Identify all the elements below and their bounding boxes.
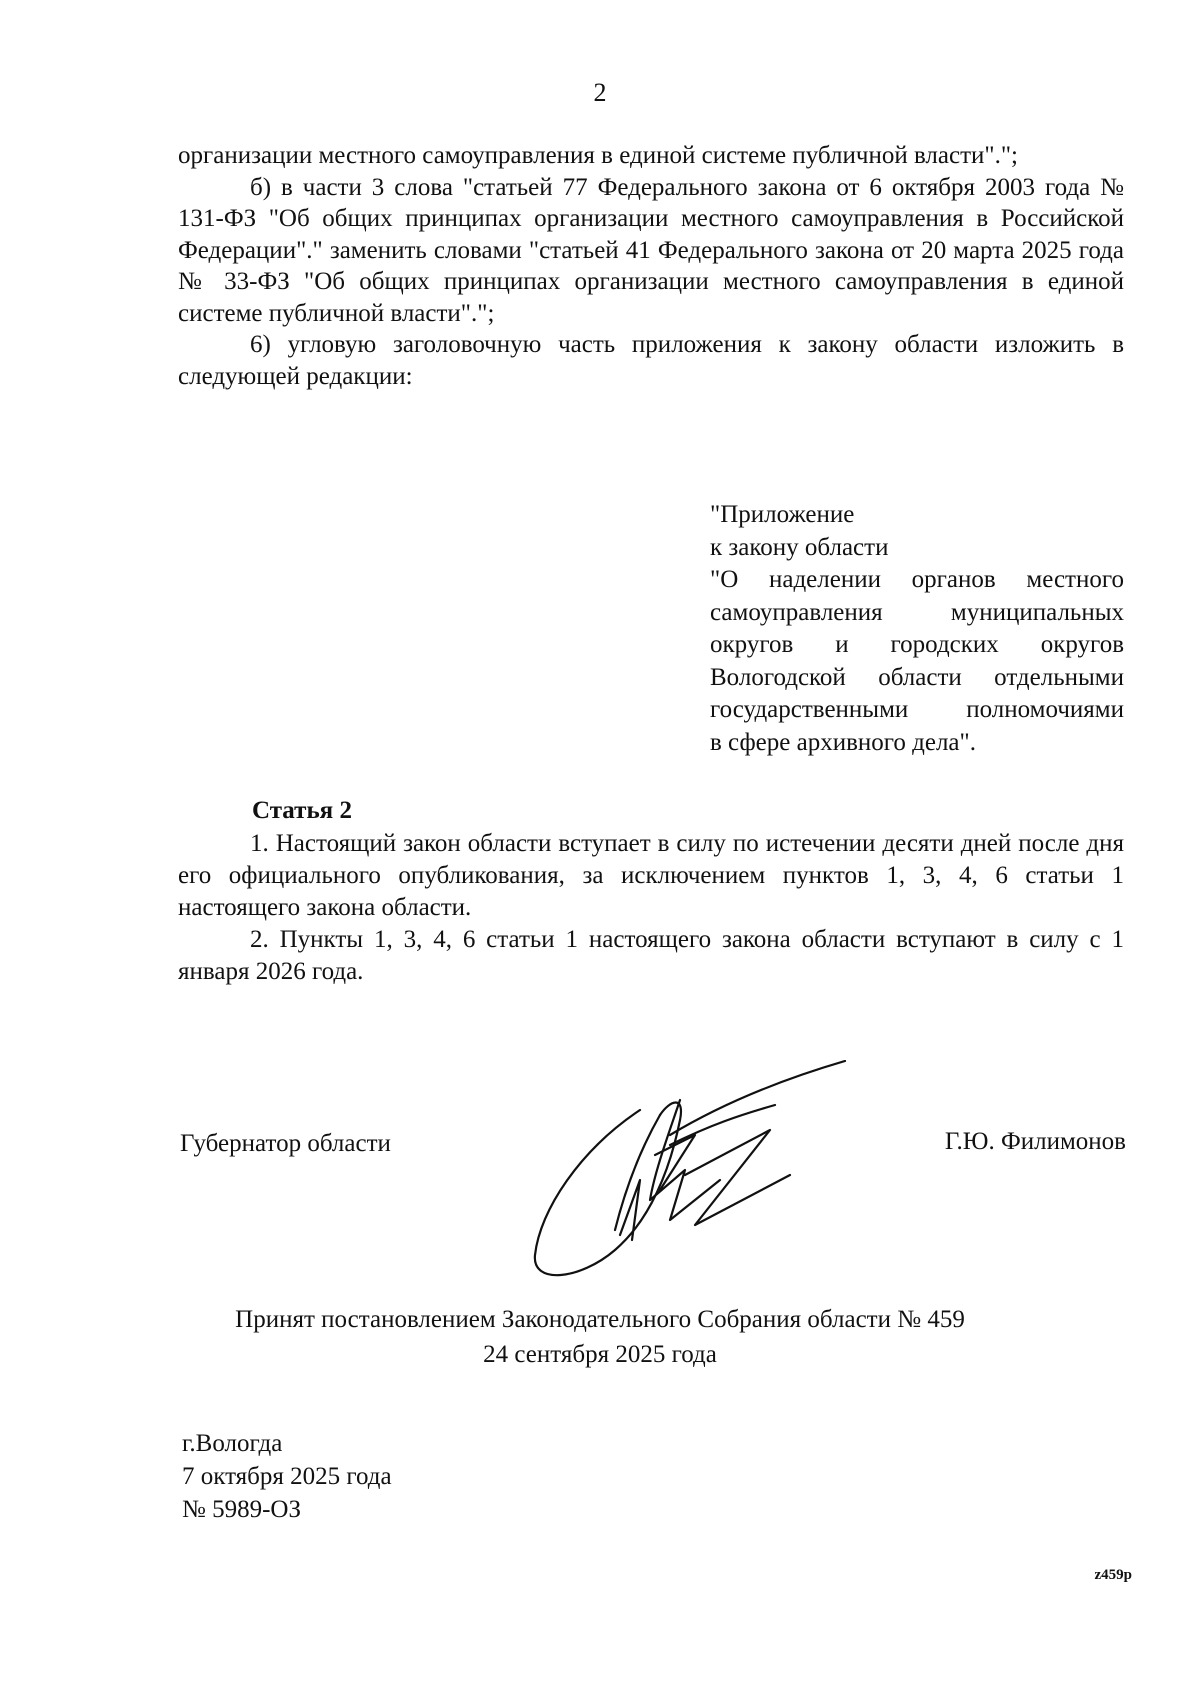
article-2-paragraph-2: 2. Пункты 1, 3, 4, 6 статьи 1 настоящего закона области вступают в силу с 1 января 2026 года. <box>178 926 1124 985</box>
adoption-note <box>0 1302 1200 1372</box>
document-code: z459p <box>1094 1567 1132 1583</box>
handwritten-signature <box>520 1060 860 1290</box>
appendix-line: государственными полномочиями <box>710 696 1124 723</box>
appendix-line: в сфере архивного дела". <box>710 728 976 756</box>
continuation-paragraph: организации местного самоуправления в единой системе публичной власти"."; <box>178 142 1019 169</box>
page-number: 2 <box>593 78 607 107</box>
place-date-number <box>182 1427 392 1526</box>
appendix-line: округов и городских округов <box>710 631 1124 658</box>
city: г.Вологда <box>182 1430 283 1457</box>
signatory-position: Губернатор области <box>180 1130 391 1157</box>
amendment-6-paragraph: 6) угловую заголовочную часть приложения к закону области изложить в следующей редакции: <box>178 331 1124 390</box>
appendix-line: самоуправления муниципальных <box>710 598 1124 626</box>
appendix-header <box>710 499 1124 759</box>
amendments-continuation <box>178 140 1124 392</box>
adoption-date: 24 сентября 2025 года <box>483 1341 717 1368</box>
appendix-line: "Приложение <box>710 501 855 528</box>
article-2-paragraph-1: 1. Настоящий закон области вступает в силу по истечении десяти дней после дня его официального опубликования, за исключением пунктов 1, 3, 4, 6 статьи 1 настоящего закона области. <box>178 830 1124 921</box>
article-2-body <box>178 828 1124 988</box>
signatory-name: Г.Ю. Филимонов <box>944 1128 1126 1155</box>
adoption-line-1: Принят постановлением Законодательного Собрания области № 459 <box>235 1306 965 1333</box>
law-number: № 5989-ОЗ <box>182 1496 302 1523</box>
appendix-line: "О наделении органов местного <box>710 566 1124 593</box>
amendment-b-paragraph: б) в части 3 слова "статьей 77 Федерального закона от 6 октября 2003 года № 131-ФЗ "Об общих принципах организации местного самоуправления в Российской Федерации"." заменить словами "статьей 41 Федерального закона от 20 марта 2025 года № 33-ФЗ "Об общих принципах организации местного самоуправления в единой системе публичной власти"."; <box>178 173 1124 327</box>
article-2-heading: Статья 2 <box>252 797 352 824</box>
law-date: 7 октября 2025 года <box>182 1463 392 1490</box>
appendix-line: к закону области <box>710 533 889 561</box>
appendix-line: Вологодской области отдельными <box>710 663 1124 691</box>
